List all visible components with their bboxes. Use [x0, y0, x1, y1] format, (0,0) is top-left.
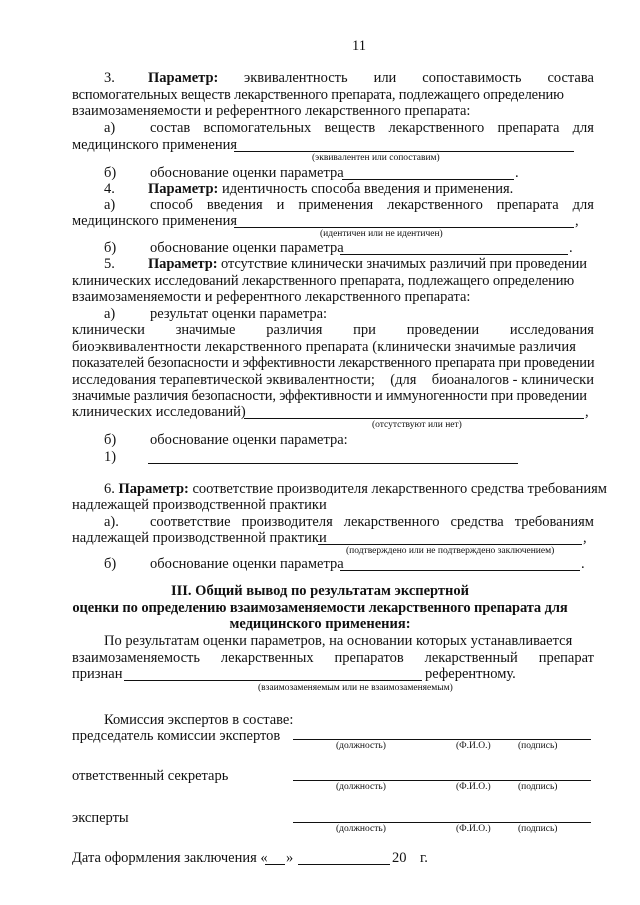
s3-a-letter: а)	[104, 120, 116, 136]
section3-p3-start: признан	[72, 666, 123, 682]
s4-b-text: обоснование оценки параметра	[150, 240, 344, 256]
section3-p2-word: препаратов	[334, 650, 404, 666]
s5-p1-word: различия	[266, 322, 323, 338]
s5-number: 5.	[104, 256, 115, 272]
date-mid: »	[286, 850, 294, 866]
s6-a-hint: (подтверждено или не подтверждено заключением)	[346, 546, 555, 556]
s5-p1-word: значимые	[175, 322, 236, 338]
s6-b-letter: б)	[104, 556, 117, 572]
s6-param-text: соответствие производителя лекарственного средства требованиям	[192, 481, 607, 497]
section3-p2-word: взаимозаменяемость	[72, 650, 201, 666]
s6-a-line2: надлежащей производственной практики	[72, 530, 327, 546]
commission-experts-name-caption: (Ф.И.О.)	[456, 824, 491, 834]
s6-a-letter: а).	[104, 514, 119, 530]
s6-param-label: Параметр:	[118, 481, 189, 497]
s6-b-fill-line[interactable]	[340, 570, 580, 571]
s4-line1	[148, 181, 513, 198]
section3-p2	[72, 650, 594, 667]
s4-a-word: лекарственного	[387, 197, 483, 213]
date-day-fill-line[interactable]	[265, 864, 285, 865]
s5-hint: (отсутствуют или нет)	[372, 420, 462, 430]
section3-p2-word: лекарственных	[220, 650, 314, 666]
s3-word: состава	[547, 70, 594, 86]
s5-b-text: обоснование оценки параметра:	[150, 432, 348, 448]
section3-title-line2: оценки по определению взаимозаменяемости лекарственного препарата для	[72, 600, 568, 616]
s3-a-line2: медицинского применения	[72, 137, 238, 153]
section3-p1: По результатам оценки параметров, на основании которых устанавливается	[104, 633, 573, 649]
commission-intro: Комиссия экспертов в составе:	[104, 712, 294, 728]
s5-a-text: результат оценки параметра:	[150, 306, 328, 322]
s4-b-end: .	[569, 240, 573, 256]
s5-line3: взаимозаменяемости и референтного лекарственного препарата:	[72, 289, 471, 305]
s5-p1-word: при	[353, 322, 376, 338]
s5-p4	[72, 372, 594, 389]
s3-a-word: состав	[150, 120, 191, 136]
s3-a-word: препарата	[497, 120, 560, 136]
commission-experts-signature-caption: (подпись)	[518, 824, 558, 834]
s4-a-word: способ	[150, 197, 193, 213]
s5-item1-fill-line[interactable]	[148, 463, 518, 464]
s3-b-end: .	[515, 165, 519, 181]
s5-param-label: Параметр:	[148, 256, 218, 272]
s3-line3: взаимозаменяемости и референтного лекарственного препарата:	[72, 103, 471, 119]
s4-param-label: Параметр:	[148, 181, 219, 197]
s3-line2: вспомогательных веществ лекарственного препарата, подлежащего определению	[72, 87, 564, 103]
s6-number: 6.	[104, 481, 115, 497]
s4-a-line2: медицинского применения	[72, 213, 238, 229]
s6-b-text: обоснование оценки параметра	[150, 556, 344, 572]
s5-a-letter: а)	[104, 306, 116, 322]
s4-a-word: применения	[298, 197, 374, 213]
commission-experts-position-caption: (должность)	[336, 824, 386, 834]
commission-secretary-position-caption: (должность)	[336, 782, 386, 792]
s6-line2: надлежащей производственной практики	[72, 497, 327, 513]
s4-a-word: и	[276, 197, 285, 213]
s3-a-word: для	[572, 120, 594, 136]
commission-chair-signature-line[interactable]	[293, 739, 591, 740]
section3-title-line3: медицинского применения:	[229, 616, 411, 632]
date-year: 20	[392, 850, 407, 866]
s4-a-letter: а)	[104, 197, 116, 213]
s5-p4-part: биоаналогов - клинически	[431, 372, 594, 388]
section3-fill-line[interactable]	[124, 680, 422, 681]
s5-p1-word: исследования	[509, 322, 594, 338]
s4-a-line1	[150, 197, 594, 214]
s3-a-word: вспомогательных	[203, 120, 312, 136]
s6-a-word: требованиям	[514, 514, 594, 530]
s4-a-word: для	[572, 197, 594, 213]
s3-line1	[244, 70, 594, 87]
s5-line1	[148, 256, 587, 273]
commission-chair-label: председатель комиссии экспертов	[72, 728, 281, 744]
s4-a-hint: (идентичен или не идентичен)	[320, 229, 443, 239]
commission-chair-signature-caption: (подпись)	[518, 741, 558, 751]
date-month-fill-line[interactable]	[298, 864, 390, 865]
commission-experts-label: эксперты	[72, 810, 129, 826]
s5-p3: показателей безопасности и эффективности лекарственного препарата при проведении	[72, 355, 595, 371]
s6-b-end: .	[581, 556, 585, 572]
section3-title-line1: III. Общий вывод по результатам экспертной	[170, 583, 469, 599]
section3-p2-word: препарат	[538, 650, 594, 666]
commission-chair-position-caption: (должность)	[336, 741, 386, 751]
s5-line2: клинических исследований лекарственного препарата, подлежащего определению	[72, 273, 575, 289]
s5-p4-part: исследования терапевтической эквивалентности;	[72, 372, 375, 388]
s6-a-end: ,	[583, 530, 587, 546]
s4-a-fill-line[interactable]	[234, 227, 574, 228]
s5-p6: клинических исследований)	[72, 404, 246, 420]
s3-b-text: обоснование оценки параметра	[150, 165, 344, 181]
s4-a-word: препарата	[496, 197, 559, 213]
section3-p3-end: референтному.	[425, 666, 516, 682]
s3-a-word: веществ	[324, 120, 376, 136]
s3-word: или	[373, 70, 397, 86]
s3-b-letter: б)	[104, 165, 117, 181]
s5-item1: 1)	[104, 449, 117, 465]
s6-a-word: соответствие	[150, 514, 231, 530]
section3-p2-word: лекарственный	[424, 650, 518, 666]
date-prefix: Дата оформления заключения «	[72, 850, 268, 866]
s4-a-end: ,	[575, 213, 579, 229]
commission-chair-name-caption: (Ф.И.О.)	[456, 741, 491, 751]
date-suffix: г.	[420, 850, 428, 866]
s4-a-word: введения	[206, 197, 263, 213]
s3-number: 3.	[104, 70, 115, 86]
s6-a-fill-line[interactable]	[318, 544, 582, 545]
s5-fill-line[interactable]	[244, 418, 584, 419]
s3-a-fill-line[interactable]	[234, 151, 574, 152]
s4-b-fill-line[interactable]	[340, 254, 568, 255]
commission-secretary-label: ответственный секретарь	[72, 768, 229, 784]
s3-a-word: лекарственного	[388, 120, 485, 136]
s5-p4-part: (для	[390, 372, 417, 388]
s3-b-fill-line[interactable]	[342, 179, 514, 180]
s4-param-text: идентичность способа введения и применения.	[221, 181, 514, 197]
page-number: 11	[352, 38, 366, 54]
commission-secretary-signature-caption: (подпись)	[518, 782, 558, 792]
s6-a-word: лекарственного	[343, 514, 440, 530]
s5-p1	[72, 322, 594, 339]
s3-param-label: Параметр:	[148, 70, 219, 86]
s6-a-line1	[150, 514, 594, 531]
s6-line1	[104, 481, 607, 498]
section3-hint: (взаимозаменяемым или не взаимозаменяемым)	[258, 683, 453, 693]
s5-p1-word: проведении	[406, 322, 480, 338]
s5-param-text: отсутствие клинически значимых различий при проведении	[220, 256, 587, 272]
commission-secretary-signature-line[interactable]	[293, 780, 591, 781]
s5-b-letter: б)	[104, 432, 117, 448]
s3-a-line1	[150, 120, 594, 137]
s4-number: 4.	[104, 181, 115, 197]
s3-a-hint: (эквивалентен или сопоставим)	[312, 153, 440, 163]
s4-b-letter: б)	[104, 240, 117, 256]
s6-a-word: средства	[450, 514, 504, 530]
s5-p1-word: клинически	[72, 322, 145, 338]
commission-experts-signature-line[interactable]	[293, 822, 591, 823]
s5-p5: значимые различия безопасности, эффективности и иммуногенности при проведении	[72, 388, 587, 404]
s5-p2: биоэквивалентности лекарственного препарата (клинически значимые различия	[72, 339, 577, 355]
s5-p6-end: ,	[585, 404, 589, 420]
commission-secretary-name-caption: (Ф.И.О.)	[456, 782, 491, 792]
s3-word: эквивалентность	[244, 70, 348, 86]
s6-a-word: производителя	[241, 514, 333, 530]
s3-word: сопоставимость	[422, 70, 522, 86]
